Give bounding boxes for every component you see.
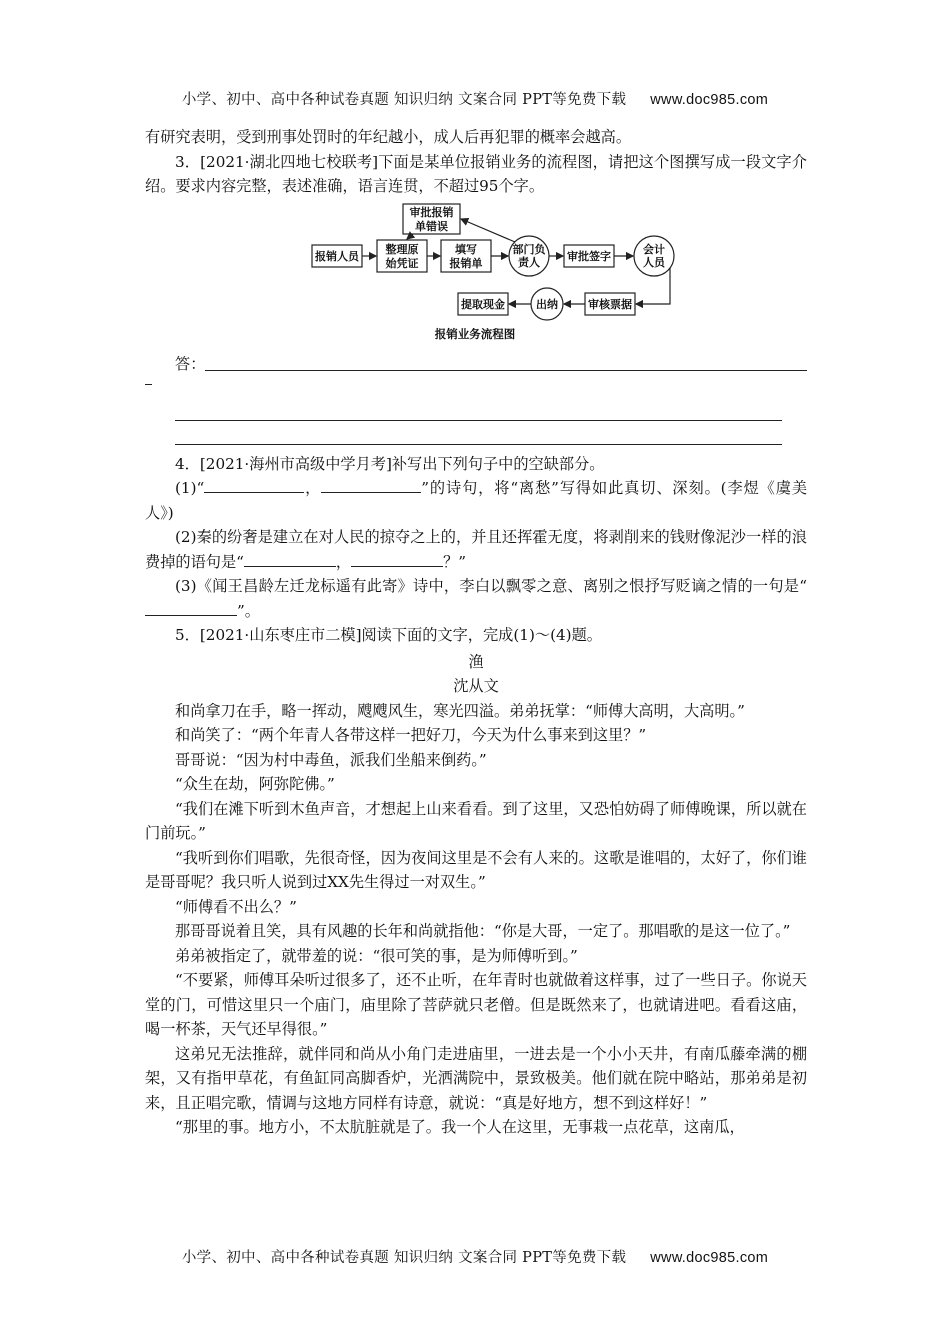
page-header	[0, 88, 950, 109]
question-4-item-2: (2)秦的纷奢是建立在对人民的掠夺之上的，并且还挥霍无度，将剥削来的钱财像泥沙一样的浪费掉的语句是“ ， ？”	[145, 528, 807, 571]
article-paragraph: “那里的事。地方小，不太肮脏就是了。我一个人在这里，无事栽一点花草，这南瓜，	[175, 1118, 745, 1136]
blank-4-1a[interactable]	[204, 476, 304, 493]
answer-area	[145, 352, 807, 448]
node-accountant-l1: 会计	[643, 242, 665, 256]
header-text: 小学、初中、高中各种试卷真题 知识归纳 文案合同 PPT等免费下载	[181, 92, 627, 108]
flowchart-caption: 报销业务流程图	[434, 326, 516, 341]
node-check-bills-label: 审核票据	[588, 297, 632, 311]
footer-text: 小学、初中、高中各种试卷真题 知识归纳 文案合同 PPT等免费下载	[181, 1250, 627, 1266]
article-paragraph: “师傅看不出么？”	[175, 897, 297, 916]
answer-label: 答：	[175, 354, 206, 373]
article-paragraph: “我们在滩下听到木鱼声音，才想起上山来看看。到了这里，又恐怕妨碍了师傅晚课，所以就在门前玩。”	[145, 799, 807, 842]
node-dept-head-l2: 责人	[518, 255, 540, 269]
answer-line-dash	[145, 384, 152, 385]
answer-line-1[interactable]	[205, 370, 807, 371]
node-organize-vouchers-l2: 始凭证	[385, 256, 419, 270]
article-author: 沈从文	[453, 677, 499, 695]
page-footer	[0, 1246, 950, 1267]
node-sign-label: 审批签字	[567, 249, 611, 263]
node-fill-form-l1: 填写	[455, 242, 477, 256]
question-3-prompt: 3．[2021·湖北四地七校联考]下面是某单位报销业务的流程图，请把这个图撰写成一段文字介绍。要求内容完整，表述准确，语言连贯，不超过95个字。	[145, 152, 807, 195]
answer-line-3[interactable]	[175, 444, 782, 445]
question-5-prompt: 5．[2021·山东枣庄市二模]阅读下面的文字，完成(1)～(4)题。	[175, 626, 602, 644]
node-fill-form-l2: 报销单	[449, 256, 483, 270]
node-dept-head-l1: 部门负	[512, 242, 546, 256]
article-paragraph: 和尚笑了：“两个年青人各带这样一把好刀，今天为什么事来到这里？”	[175, 726, 647, 744]
article-paragraph: 弟弟被指定了，就带羞的说：“很可笑的事，是为师傅听到。”	[175, 946, 578, 965]
article-paragraph: 那哥哥说着且笑，具有风趣的长年和尚就指他：“你是大哥，一定了。那唱歌的是这一位了。”	[175, 922, 791, 940]
node-accountant-l2: 人员	[643, 255, 665, 269]
header-site-link[interactable]: www.doc985.com	[650, 92, 769, 108]
node-organize-vouchers-l1: 整理原	[385, 242, 419, 256]
question-4-item-3: (3)《闻王昌龄左迁龙标遥有此寄》诗中，李白以飘零之意、离别之恨抒写贬谪之情的一句是“”。	[145, 574, 807, 623]
answer-line-2[interactable]	[175, 420, 782, 421]
node-cashier-label: 出纳	[536, 297, 558, 311]
blank-4-2a[interactable]	[244, 550, 336, 567]
arrow-error-down	[407, 234, 413, 239]
article-paragraph: “我听到你们唱歌，先很奇怪，因为夜间这里是不会有人来的。这歌是谁唱的，太好了，你们谁是哥哥呢？我只听人说到过XX先生得过一对双生。”	[145, 848, 807, 891]
question-4-prompt: 4．[2021·海州市高级中学月考]补写出下列句子中的空缺部分。	[175, 454, 605, 473]
node-withdraw-cash-label: 提取现金	[461, 297, 505, 311]
document-body	[145, 125, 807, 1140]
node-approval-error-l2: 单错误	[415, 219, 448, 233]
arrow-up-to-error	[461, 219, 515, 242]
blank-4-3[interactable]	[145, 599, 237, 616]
node-approval-error-l1: 审批报销	[409, 205, 454, 219]
article-paragraph: 和尚拿刀在手，略一挥动，飕飕风生，寒光四溢。弟弟抚掌：“师傅大高明，大高明。”	[175, 701, 745, 720]
blank-4-2b[interactable]	[351, 550, 443, 567]
footer-site-link[interactable]: www.doc985.com	[650, 1250, 769, 1266]
flowchart	[145, 202, 807, 342]
intro-line: 有研究表明，受到刑事处罚时的年纪越小，成人后再犯罪的概率会越高。	[145, 128, 631, 146]
article-title: 渔	[468, 652, 484, 671]
article-paragraph: 哥哥说：“因为村中毒鱼，派我们坐船来倒药。”	[175, 750, 487, 769]
article-paragraph: 这弟兄无法推辞，就伴同和尚从小角门走进庙里，一进去是一个小小天井，有南瓜藤牵满的棚架，又有指甲草花，有鱼缸同高脚香炉，光洒满院中，景致极美。他们就在院中略站，那弟弟是初来，且正唱完歌，情调与这地方同样有诗意，就说：“真是好地方，想不到这样好！”	[145, 1044, 807, 1112]
node-applicant-label: 报销人员	[315, 249, 359, 263]
flowchart-svg	[145, 202, 807, 342]
blank-4-1b[interactable]	[321, 476, 421, 493]
question-4-item-1: (1)“ ， ”的诗句，将“离愁”写得如此真切、深刻。(李煜《虞美人》)	[145, 476, 807, 525]
article-paragraph: “众生在劫，阿弥陀佛。”	[175, 775, 335, 793]
article-paragraph: “不要紧，师傅耳朵听过很多了，还不止听，在年青时也就做着这样事，过了一些日子。你说天堂的门，可惜这里只一个庙门，庙里除了菩萨就只老僧。但是既然来了，也就请进吧。看看这庙，喝一杯茶，天气还早得很。”	[145, 971, 807, 1038]
